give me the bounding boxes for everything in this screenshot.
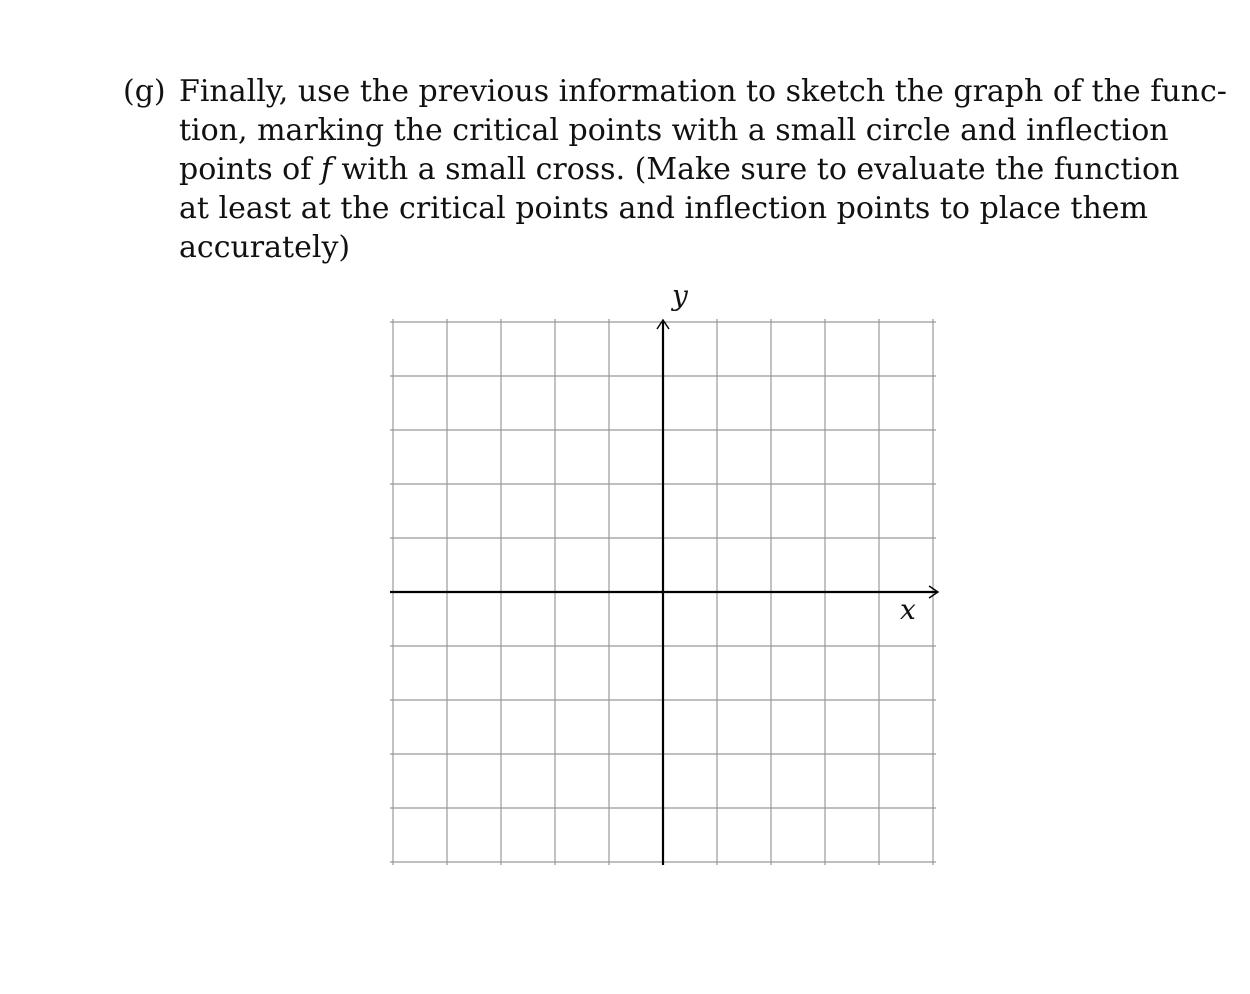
problem-line-1: Finally, use the previous information to sketch the graph of the func-: [179, 74, 1227, 109]
problem-line-2: tion, marking the critical points with a small circle and inflection: [179, 113, 1169, 148]
problem-line-5: accurately): [179, 230, 351, 265]
x-axis-label: x: [900, 593, 916, 626]
problem-line-3: [179, 150, 1180, 189]
y-axis-label: y: [672, 279, 688, 312]
line-3-after: with a small cross. (Make sure to evaluate the function: [331, 152, 1180, 187]
problem-label: (g): [123, 74, 166, 109]
line-3-before: points of: [179, 152, 321, 187]
function-f: f: [320, 152, 332, 187]
problem-line-4: at least at the critical points and inflection points to place them: [179, 191, 1148, 226]
graph-area[interactable]: [380, 280, 950, 880]
coordinate-grid[interactable]: [380, 280, 950, 880]
problem-text: [179, 72, 1227, 267]
